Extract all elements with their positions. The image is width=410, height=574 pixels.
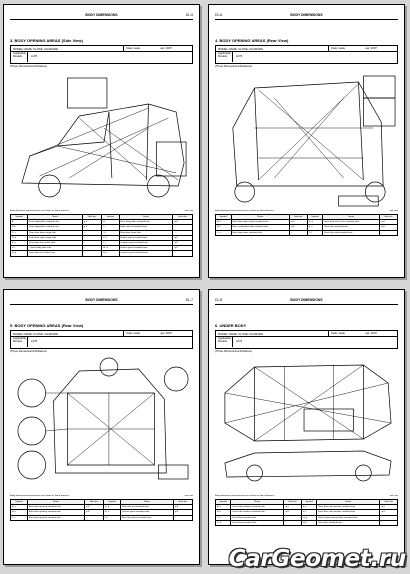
section-title: 4. BODY OPENING AREAS (Rear View) xyxy=(215,38,289,43)
page-header: BODY DIMENSIONS DI–5 xyxy=(10,13,193,20)
section-title: 5. BODY OPENING AREAS (Rear View) xyxy=(10,323,84,328)
table-row: B, b Rear combination light standard hole φ 8 E, e Rear floor standard hole φ 8 xyxy=(216,225,398,230)
rear-view-drawing xyxy=(215,68,398,208)
side-view-drawing xyxy=(10,68,193,208)
dimensions-table: Symbol Name Hole dia. Symbol Name Hole dia. A, a Front side member standard hole φ 6 E, e Rear floor side member standard hole φ 8 B, b Front side member standard hole φ 8 F, f Rear floor side member standard hole φ 8 C, c Front floor standard hole – G, g Rear suspension member standard hole – D, d Front floor standard hole – H, h Rear floor standard hole – xyxy=(215,499,398,526)
site-watermark: CarGeomet.ru xyxy=(228,546,406,572)
dimensions-table: Symbol Name Hole dia. Symbol Name Hole dia. A, a Back door opening standard hole φ 6 D, d Roof side rail standard hole φ 8 B, b Back door opening standard hole φ 8 E, e Quarter panel standard hole φ 8 C, c Back door opening standard hole – F, f Rear floor panel standard hole – xyxy=(10,499,193,521)
model-info-box: MODEL NAME: CLOSE: CHARADE Date made apr, 2007 Applicable Models L276 xyxy=(10,45,193,64)
dimensions-table: Symbol Name Hole dia. Symbol Name Hole dia. A, a Back door upper hinge standard hole φ 6 D, d Back door lock striker standard hole φ 8 B, b Rear combination light standard hole φ 8 E, e Rear floor standard hole φ 8 C, c Back door lower standard hole – F, f Rear floor side standard hole – xyxy=(215,214,398,236)
page-header: DI–6 BODY DIMENSIONS xyxy=(215,13,398,20)
table-row: B, b Front side member standard hole φ 8 F, f Rear floor side member standard hole φ 8 xyxy=(216,510,398,515)
table-row: C, c Front door lower hinge hole – J, j Rear door hinge hole – xyxy=(11,230,193,235)
table-row: A Front body pillar standard hole φ 6 H Rear body pillar standard hole φ 8 xyxy=(11,220,193,225)
model-info-box: MODEL NAME: CLOSE: CHARADE Date made apr, 2007 Applicable Models L276 xyxy=(215,330,398,349)
table-row: B, b Back door opening standard hole φ 8 E, e Quarter panel standard hole φ 8 xyxy=(11,510,193,515)
table-row: A, a Back door upper hinge standard hole φ 6 D, d Back door lock striker standard hole φ 8 xyxy=(216,220,398,225)
table-row: D, d Front door upper hinge hole – K, k Rocker panel standard hole φ 8 xyxy=(11,235,193,240)
table-row: A, a Front side member standard hole φ 6 E, e Rear floor side member standard hole φ 8 xyxy=(216,505,398,510)
table-row: A, a Back door opening standard hole φ 6 D, d Roof side rail standard hole φ 8 xyxy=(11,505,193,510)
table-row: C, c Back door opening standard hole – F, f Rear floor panel standard hole – xyxy=(11,515,193,520)
page-header: BODY DIMENSIONS DI–7 xyxy=(10,298,193,305)
dimensions-table: Symbol Name Hole dia. Symbol Name Hole dia. A Front body pillar standard hole φ 6 H Rear body pillar standard hole φ 8 B, b Front body pillar standard hole φ 6 I, i Roof side rail standard hole – C, c Front door lower hinge hole – J, j Rear door hinge hole – D, d Front door upper hinge hole – K, k Rocker panel standard hole φ 8 E, e Front door lock striker hole – L, l Quarter panel standard hole φ 8 F, f Center body pillar hole – M, m Rocker panel standard hole φ 8 G, g Rear door lock striker hole – N, n Quarter panel standard hole – xyxy=(10,214,193,257)
table-row: E, e Front door lock striker hole – L, l Quarter panel standard hole φ 8 xyxy=(11,240,193,245)
model-info-box: MODEL NAME: CLOSE: CHARADE Date made apr, 2007 Applicable Models L276 xyxy=(10,330,193,349)
rear-opening-drawing xyxy=(10,353,193,493)
model-info-box: MODEL NAME: CLOSE: CHARADE Date made apr, 2007 Applicable Models L276 xyxy=(215,45,398,64)
manual-page-under-body: DI–8 BODY DIMENSIONS 6. UNDER BODY MODEL NAME: CLOSE: CHARADE Date made apr, 2007 Applicable Models L276 (Three Dimensional Distance) Body dimension measurements are shown as linear distance. unit: mm Symbol Name Hole dia. Symbol Name Hole dia. A, a Front side member standard hole φ 6 E, e Rear floor side member standard hole φ 8 B, b Front side member standard hole φ 8 F, f Rear floor side member standard hole φ 8 C, c Front floor standard hole – G, g Rear suspension member standard hole – D, d Front floor standard hole – H, h Rear floor standard hole – xyxy=(208,289,405,565)
table-row: B, b Front body pillar standard hole φ 6 I, i Roof side rail standard hole – xyxy=(11,225,193,230)
table-row: G, g Rear door lock striker hole – N, n Quarter panel standard hole – xyxy=(11,251,193,256)
manual-page-rear-view-2: BODY DIMENSIONS DI–7 5. BODY OPENING AREAS (Rear View) MODEL NAME: CLOSE: CHARADE Date made apr, 2007 Applicable Models L276 (Three Dimensional Distance) Body dimension measurements are shown as linear distance. unit: mm Symbol Name Hole dia. Symbol Name Hole dia. A, a Back door opening standard hole φ 6 D, d Roof side rail standard hole φ 8 B, b Back door opening standard hole φ 8 E, e Quarter panel standard hole φ 8 C, c Back door opening standard hole – F, f Rear floor panel standard hole – xyxy=(3,289,200,565)
section-title: 6. UNDER BODY xyxy=(215,323,247,328)
table-row: C, c Front floor standard hole – G, g Rear suspension member standard hole – xyxy=(216,515,398,520)
under-body-drawing xyxy=(215,353,398,493)
table-row: F, f Center body pillar hole – M, m Rocker panel standard hole φ 8 xyxy=(11,246,193,251)
manual-page-rear-view: DI–6 BODY DIMENSIONS 4. BODY OPENING AREAS (Rear View) MODEL NAME: CLOSE: CHARADE Date made apr, 2007 Applicable Models L276 (Three Dimensional Distance) Body dimension measurements are shown as linear distance. unit: mm Symbol Name Hole dia. Symbol Name Hole dia. A, a Back door upper hinge standard hole φ 6 D, d Back door lock striker standard hole φ 8 B, b Rear combination light standard hole φ 8 E, e Rear floor standard hole φ 8 C, c Back door lower standard hole – F, f Rear floor side standard hole – xyxy=(208,4,405,278)
section-title: 3. BODY OPENING AREAS (Side View) xyxy=(10,38,83,43)
table-row: D, d Front floor standard hole – H, h Rear floor standard hole – xyxy=(216,520,398,525)
table-row: C, c Back door lower standard hole – F, f Rear floor side standard hole – xyxy=(216,230,398,235)
manual-page-side-view: BODY DIMENSIONS DI–5 3. BODY OPENING AREAS (Side View) MODEL NAME: CLOSE: CHARADE Date made apr, 2007 Applicable Models L276 (Three Dimensional Distance) Body dimension measurements are shown as linear distance. unit: mm Symbol Name Hole dia. Symbol Name Hole dia. A Front body pillar standard hole φ 6 H Rear body pillar standard hole φ 8 B, b Front body pillar standard hole φ 6 I, i Roof side rail standard hole – C, c Front door lower hinge hole – J, j Rear door hinge hole – D, d Front door upper hinge hole – K, k Rocker panel standard hole φ 8 E, e Front door lock striker hole – L, l Quarter panel standard hole φ 8 F, f Center body pillar hole – M, m Rocker panel standard hole φ 8 G, g Rear door lock striker hole – N, n Quarter panel standard hole – xyxy=(3,4,200,278)
page-header: DI–8 BODY DIMENSIONS xyxy=(215,298,398,305)
